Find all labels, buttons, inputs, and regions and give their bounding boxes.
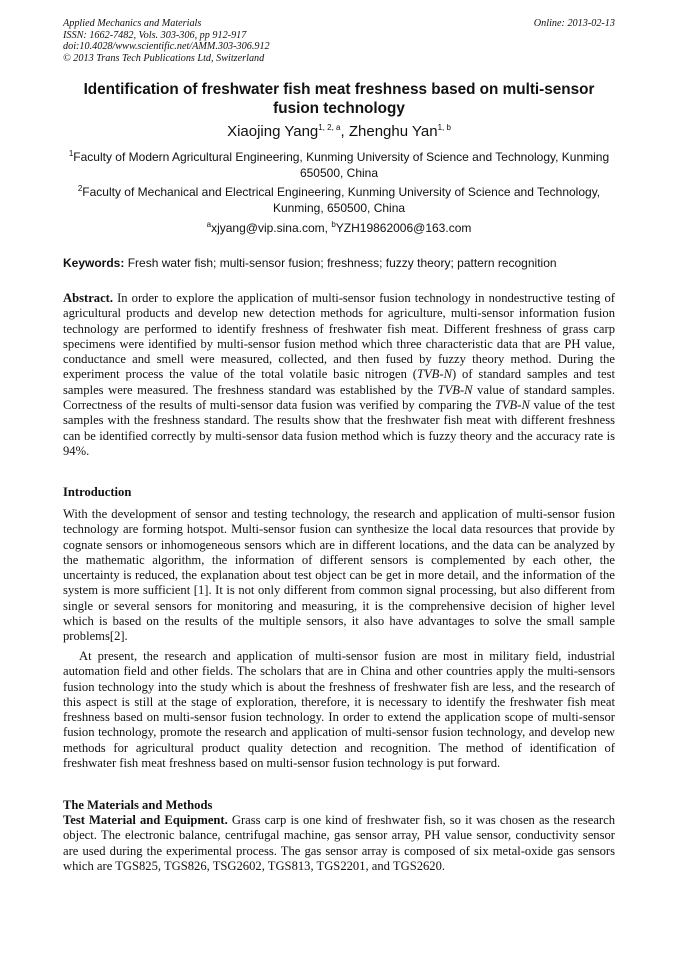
abstract-text: value of standard samples. Correctness of the results of multi-sensor data fusion was verified by comparing the [63,382,615,413]
author-separator: , [340,123,349,140]
intro-paragraph-1: With the development of sensor and testing technology, the research and application of multi-sensor fusion technology are forming hotspot. Multi-sensor fusion can synthesize the local data resources that provide by cognate sensors or inhomogeneous sensors which are in different locations, and the data can be analyzed by the mathematic algorithm, the information of different sensors is complemented by each other, the uncertainty is reduced, the explanation about test object can be get in more detail, and the information of the system is more sufficient [1]. It is not only different from common signal processing, but also different from single or several sensors for monitoring and measuring, it is the comprehensive decision of higher level which is based on the results of the multiple sensors, it also have advantages to solve the small sample problems[2]. [63,507,615,644]
keywords-label: Keywords: [63,256,125,270]
email-address[interactable]: xjyang@vip.sina.com [211,221,325,235]
abstract-text: ) of standard samples and test samples were measured. The freshness standard was established by the [63,367,615,397]
affiliation-1 [60,149,618,181]
subsection-label: Test Material and Equipment. [63,813,228,827]
keywords [63,256,615,271]
affiliation-2 [60,184,618,216]
author-line [60,123,618,141]
author-superscript: 1, b [437,123,451,132]
abstract-text: In order to explore the application of multi-sensor fusion technology in nondestructive testing of agricultural products and develop new detection methods for agriculture, multi-sensor information fusion technology are performed to identify freshness of freshwater fish meat. Different freshness of grass carp specimens were identified by multi-sensor fusion method which three characteristic data that are PH value, conductance and smell were measured, collected, and then fused by fuzzy theory method. During the experiment process the value of the total volatile basic nitrogen ( [63,291,615,382]
materials-text: Grass carp is one kind of freshwater fish, so it was chosen as the research object. The electronic balance, centrifugal machine, gas sensor array, PH value sensor, conductivity sensor are used during the experimental process. The gas sensor array is composed of six metal-oxide gas sensors which are TGS825, TGS826, TSG2602, TGS813, TGS2201, and TGS2620. [63,813,616,873]
section-heading-materials: The Materials and Methods [63,798,213,812]
abstract-text: value of the test samples with the freshness standard. The results show that the freshwater fish meat with different freshness can be identified correctly by multi-sensor data fusion method which is fuzzy theory and the accuracy rate is 94%. [63,398,615,458]
doi-line: doi:10.4028/www.scientific.net/AMM.303-306.912 [63,41,270,53]
copyright-line: © 2013 Trans Tech Publications Ltd, Switzerland [63,52,265,64]
abstract [63,291,615,459]
tvbn-term: TVB-N [437,382,473,397]
affiliation-text: Faculty of Mechanical and Electrical Engineering, Kunming University of Science and Technology, Kunming, 650500, China [82,185,601,215]
affiliation-superscript: 1 [68,149,74,158]
issn-line: ISSN: 1662-7482, Vols. 303-306, pp 912-917 [63,29,247,41]
section-heading-introduction: Introduction [63,485,132,499]
keywords-text: Fresh water fish; multi-sensor fusion; freshness; fuzzy theory; pattern recognition [124,256,557,270]
author-superscript: 1, 2, a [318,123,341,132]
email-line [60,220,618,236]
intro-paragraph-2: At present, the research and application of multi-sensor fusion are most in military field, industrial automation field and other fields. The scholars that are in China and other countries apply the multi-sensors fusion technology into the study which is about the freshness of freshwater fish are less, and the research of this aspect is still at the stage of exploration, therefore, it is necessary to identify the freshwater fish meat freshness based on multi-sensor fusion technology. In order to extend the application scope of multi-sensor fusion technology, promote the research and application of multi-sensor fusion technology, and develop new methods for agricultural product quality detection and recognition. The method of identification of freshwater fish meat freshness based on multi-sensor fusion technology is put forward. [63,649,615,771]
paper-title: Identification of freshwater fish meat freshness based on multi-sensor fusion technology [83,81,595,117]
author-name: Zhenghu Yan [348,123,438,140]
affiliation-superscript: 2 [77,184,83,193]
email-separator: , [324,221,332,235]
running-header [63,18,615,64]
abstract-label: Abstract. [63,291,114,305]
journal-name: Applied Mechanics and Materials [63,18,202,29]
affiliation-text: Faculty of Modern Agricultural Engineering, Kunming University of Science and Technology, Kunming 650500, China [73,150,610,180]
email-superscript: a [206,220,212,229]
tvbn-term: TVB-N [416,367,452,382]
tvbn-term: TVB-N [494,398,530,413]
online-date: Online: 2013-02-13 [533,18,615,29]
email-address[interactable]: YZH19862006@163.com [335,221,472,235]
email-superscript: b [331,220,336,229]
materials-paragraph [63,813,615,874]
author-name: Xiaojing Yang [227,123,319,140]
